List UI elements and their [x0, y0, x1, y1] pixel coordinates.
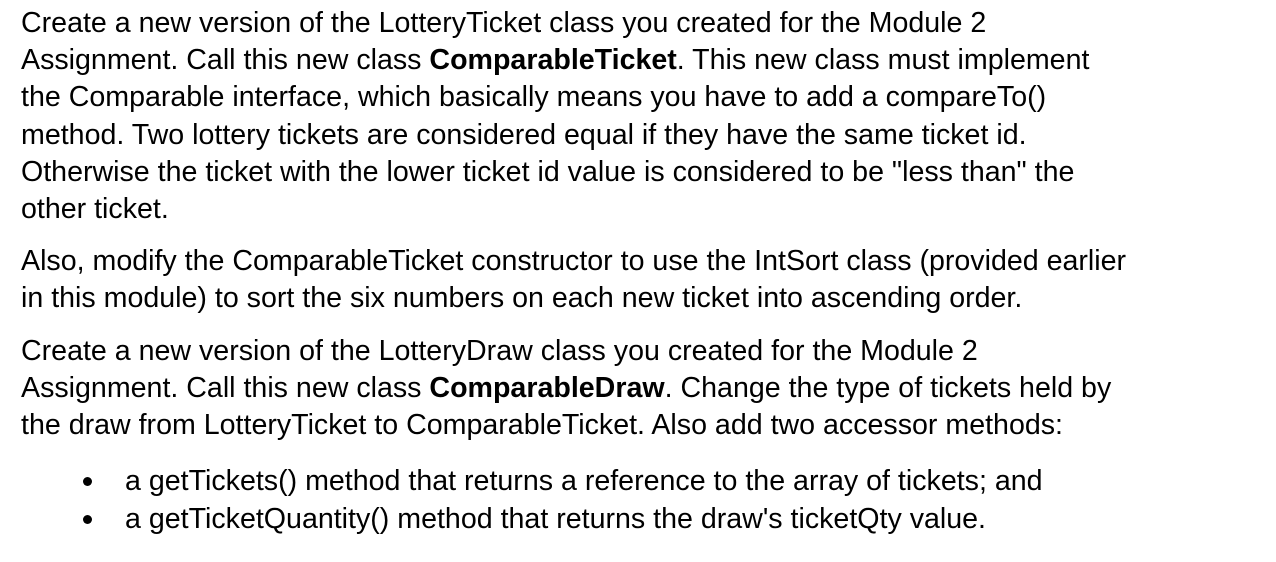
list-item-text: a getTicketQuantity() method that returns the draw's ticketQty value.	[125, 503, 986, 536]
class-name-comparable-draw: ComparableDraw	[429, 371, 665, 404]
text-line: method. Two lottery tickets are considered equal if they have the same ticket id.	[21, 118, 1027, 151]
text-line: Also, modify the ComparableTicket constructor to use the IntSort class (provided earlier	[21, 245, 1127, 278]
text-line: Assignment. Call this new class ComparableDraw. Change the type of tickets held by	[21, 371, 1112, 404]
text-line: in this module) to sort the six numbers on each new ticket into ascending order.	[21, 282, 1023, 315]
text-line: Create a new version of the LotteryDraw class you created for the Module 2	[21, 334, 978, 367]
accessor-methods-list	[21, 462, 1276, 538]
paragraph-comparable-draw	[21, 333, 1276, 445]
text-line: Assignment. Call this new class ComparableTicket. This new class must implement	[21, 44, 1090, 77]
bullet-icon	[83, 477, 92, 486]
text-line: Otherwise the ticket with the lower ticket id value is considered to be "less than" the	[21, 155, 1075, 188]
list-item	[21, 500, 1276, 538]
class-name-comparable-ticket: ComparableTicket	[429, 44, 677, 77]
text-line: the Comparable interface, which basically means you have to add a compareTo()	[21, 81, 1047, 114]
bullet-icon	[83, 515, 92, 524]
paragraph-comparable-ticket	[21, 5, 1276, 228]
list-item	[21, 462, 1276, 500]
text-line: the draw from LotteryTicket to ComparableTicket. Also add two accessor methods:	[21, 409, 1063, 442]
paragraph-constructor-sort	[21, 243, 1276, 317]
text-line: Create a new version of the LotteryTicket class you created for the Module 2	[21, 7, 987, 39]
list-item-text: a getTickets() method that returns a reference to the array of tickets; and	[125, 465, 1043, 498]
text-line: other ticket.	[21, 193, 169, 226]
